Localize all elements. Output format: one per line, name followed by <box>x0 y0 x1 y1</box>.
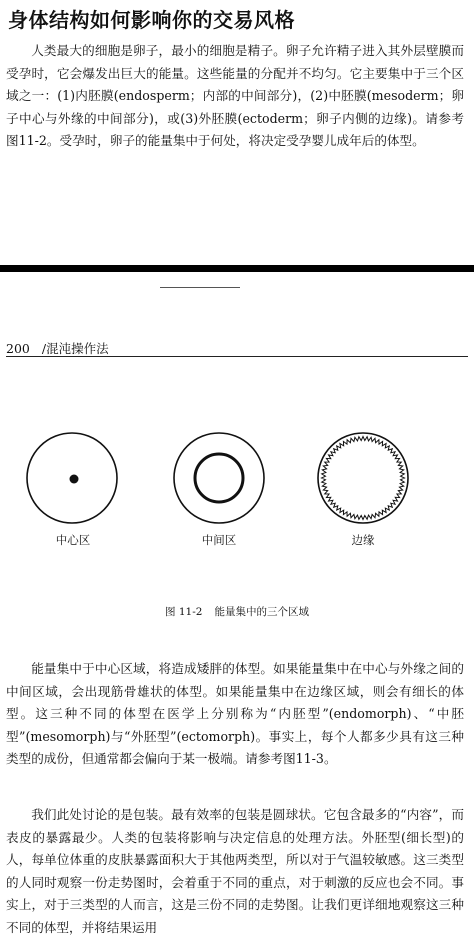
paragraph-intro: 人类最大的细胞是卵子，最小的细胞是精子。卵子允许精子进入其外层壁膜而受孕时，它会爆发出巨大的能量。这些能量的分配并不均匀。它主要集中于三个区域之一：(1)内胚膜(endosperm；内部的中间部分)，(2)中胚膜(mesoderm；卵子中心与外缘的中间部分)，或(3)外胚膜(ectoderm；卵子内侧的边缘)。请参考图11-2。受孕时，卵子的能量集中于何处，将决定受孕婴儿成年后的体型。 <box>6 43 464 148</box>
figure-label-center: 中心区 <box>55 533 91 547</box>
section-title: 身体结构如何影响你的交易风格 <box>8 8 295 32</box>
page-number: 200 <box>6 341 30 356</box>
figure-three-zones <box>0 420 474 530</box>
header-rule <box>6 356 468 357</box>
paragraph-body-types: 能量集中于中心区域，将造成矮胖的体型。如果能量集中在中心与外缘之间的中间区域，会出现筋骨雄状的体型。如果能量集中在边缘区域，则会有细长的体型。这三种不同的体型在医学上分别称为“内胚型”(endomorph)、“中胚型”(mesomorph)与“外胚型”(ectomorph)。事实上，每个人都多少具有这三种类型的成份，但通常都会偏向于某一极端。请参考图11-3。 <box>6 661 464 766</box>
running-header <box>6 339 466 357</box>
diagram-edge-zone <box>318 433 408 523</box>
page-divider-bar <box>0 265 474 272</box>
book-title: /混沌操作法 <box>41 341 109 356</box>
figure-caption-text: 能量集中的三个区域 <box>214 606 309 618</box>
paragraph-packaging: 我们此处讨论的是包装。最有效率的包装是圆球状。它包含最多的“内容”，而表皮的暴露最少。人类的包装将影响与决定信息的处理方法。外胚型(细长型)的人，每单位体重的皮肤暴露面积大于其他两类型，所以对于气温较敏感。这三类型的人同时观察一份走势图时，会着重于不同的重点，对于刺激的反应也会不同。事实上，对于三类型的人而言，这是三份不同的走势图。让我们更详细地观察这三种不同的体型，并将结果运用 <box>6 807 464 935</box>
short-rule <box>160 287 240 288</box>
figure-label-edge: 边缘 <box>351 533 375 547</box>
figure-caption <box>0 604 474 619</box>
figure-label-middle: 中间区 <box>201 533 237 547</box>
diagram-middle-zone <box>174 433 264 523</box>
figure-caption-number: 图 11-2 <box>165 606 203 618</box>
diagram-center-zone <box>27 433 117 523</box>
